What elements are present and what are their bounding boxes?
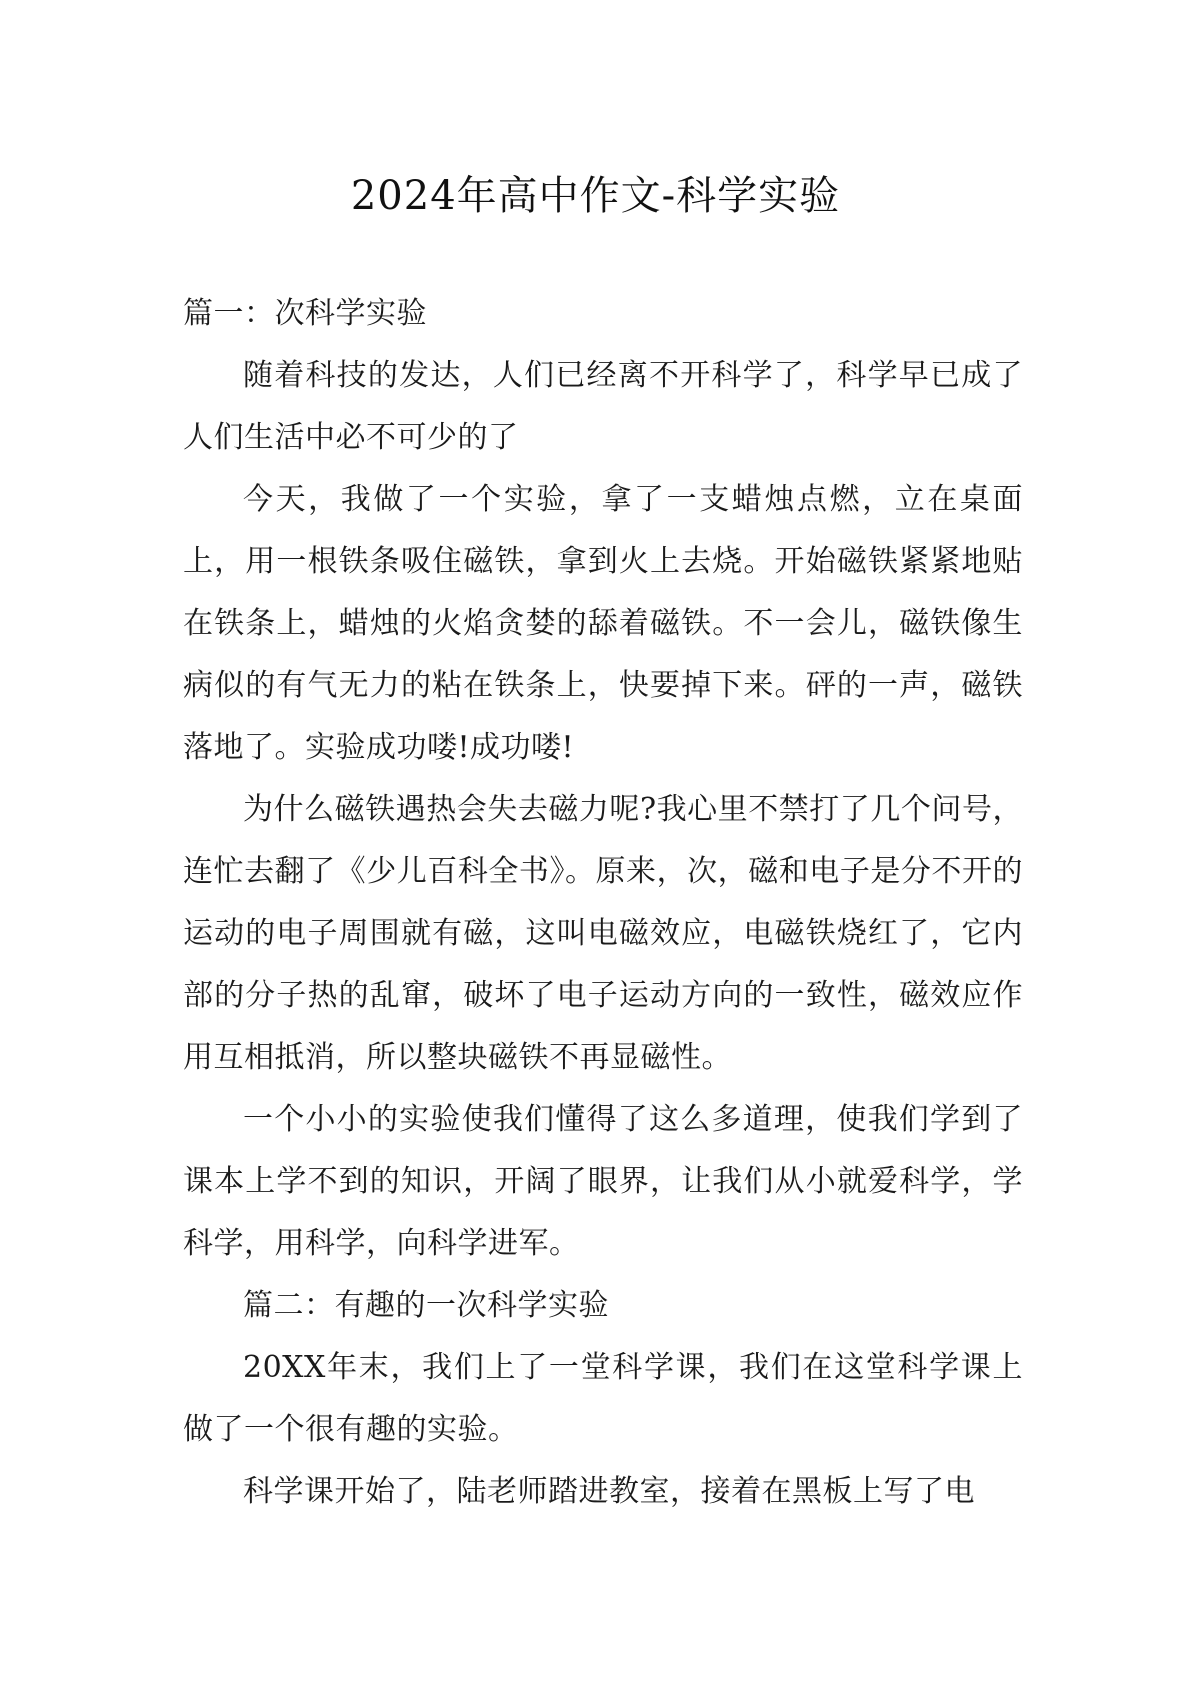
paragraph: 20XX年末，我们上了一堂科学课，我们在这堂科学课上做了一个很有趣的实验。 <box>183 1350 1023 1447</box>
document-title: 2024年高中作文-科学实验 <box>350 173 841 219</box>
section-heading-2: 篇二：有趣的一次科学实验 <box>243 1288 609 1323</box>
paragraph: 为什么磁铁遇热会失去磁力呢?我心里不禁打了几个问号，连忙去翻了《少儿百科全书》。原来，次，磁和电子是分不开的运动的电子周围就有磁，这叫电磁效应，电磁铁烧红了，它内部的分子热的乱窜，破坏了电子运动方向的一致性，磁效应作用互相抵消，所以整块磁铁不再显磁性。 <box>183 792 1023 1075</box>
paragraph: 今天，我做了一个实验，拿了一支蜡烛点燃，立在桌面上，用一根铁条吸住磁铁，拿到火上去烧。开始磁铁紧紧地贴在铁条上，蜡烛的火焰贪婪的舔着磁铁。不一会儿，磁铁像生病似的有气无力的粘在铁条上，快要掉下来。砰的一声，磁铁落地了。实验成功喽!成功喽! <box>183 482 1023 765</box>
paragraph: 一个小小的实验使我们懂得了这么多道理，使我们学到了课本上学不到的知识，开阔了眼界，让我们从小就爱科学，学科学，用科学，向科学进军。 <box>183 1102 1023 1261</box>
document-body <box>183 283 1023 1523</box>
section-heading-1: 篇一：次科学实验 <box>183 296 427 331</box>
paragraph: 科学课开始了，陆老师踏进教室，接着在黑板上写了电 <box>243 1474 975 1509</box>
paragraph: 随着科技的发达，人们已经离不开科学了，科学早已成了人们生活中必不可少的了 <box>183 358 1023 455</box>
